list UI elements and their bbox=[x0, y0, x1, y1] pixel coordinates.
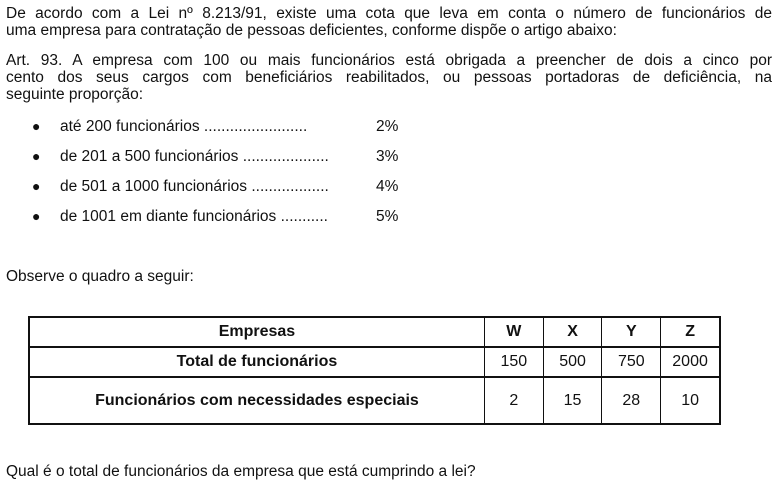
table-cell: 500 bbox=[543, 347, 602, 378]
bullet-icon: ● bbox=[32, 148, 41, 164]
quota-label: de 501 a 1000 funcionários bbox=[60, 178, 248, 195]
list-item bbox=[0, 178, 776, 198]
bullet-icon: ● bbox=[32, 178, 41, 194]
table-row bbox=[29, 347, 720, 378]
table-cell: 2 bbox=[484, 377, 543, 424]
header-cell-y: Y bbox=[602, 317, 661, 347]
article-line-2: cento dos seus cargos com beneficiários reabilitados, ou pessoas portadoras de deficiência, na bbox=[6, 69, 772, 86]
intro-paragraph bbox=[6, 5, 772, 39]
list-item bbox=[0, 208, 776, 228]
quota-label: de 1001 em diante funcionários bbox=[60, 208, 277, 225]
article-paragraph bbox=[6, 52, 772, 103]
table-header-row bbox=[29, 317, 720, 347]
quota-label: de 201 a 500 funcionários bbox=[60, 148, 239, 165]
question-text: Qual é o total de funcionários da empresa que está cumprindo a lei? bbox=[6, 463, 476, 480]
observe-text: Observe o quadro a seguir: bbox=[6, 268, 194, 285]
header-cell-x: X bbox=[543, 317, 602, 347]
list-item bbox=[0, 118, 776, 138]
table-cell: 150 bbox=[484, 347, 543, 378]
header-cell-z: Z bbox=[661, 317, 720, 347]
article-line-1: Art. 93. A empresa com 100 ou mais funcionários está obrigada a preencher de dois a cinco por bbox=[6, 52, 772, 69]
header-cell-w: W bbox=[484, 317, 543, 347]
table-row bbox=[29, 377, 720, 424]
quota-label: até 200 funcionários bbox=[60, 118, 200, 135]
table-cell: 10 bbox=[661, 377, 720, 424]
table-cell: 2000 bbox=[661, 347, 720, 378]
quota-percent: 2% bbox=[376, 118, 399, 135]
list-item bbox=[0, 148, 776, 168]
intro-line-2: uma empresa para contratação de pessoas deficientes, conforme dispõe o artigo abaixo: bbox=[6, 22, 617, 39]
quota-percent: 4% bbox=[376, 178, 399, 195]
bullet-icon: ● bbox=[32, 118, 41, 134]
quota-percent: 3% bbox=[376, 148, 399, 165]
leader-dots: .................. bbox=[251, 178, 329, 195]
table-cell: 28 bbox=[602, 377, 661, 424]
companies-table bbox=[28, 316, 721, 425]
leader-dots: ........... bbox=[280, 208, 328, 225]
intro-line-1: De acordo com a Lei nº 8.213/91, existe uma cota que leva em conta o número de funcionários de bbox=[6, 5, 772, 22]
article-line-3: seguinte proporção: bbox=[6, 86, 144, 103]
table-cell: 750 bbox=[602, 347, 661, 378]
table-cell: 15 bbox=[543, 377, 602, 424]
row-label: Total de funcionários bbox=[29, 347, 484, 378]
bullet-icon: ● bbox=[32, 208, 41, 224]
quota-percent: 5% bbox=[376, 208, 399, 225]
row-label: Funcionários com necessidades especiais bbox=[29, 377, 484, 424]
leader-dots: .................... bbox=[242, 148, 329, 165]
leader-dots: ........................ bbox=[203, 118, 308, 135]
header-cell-empresas: Empresas bbox=[29, 317, 484, 347]
